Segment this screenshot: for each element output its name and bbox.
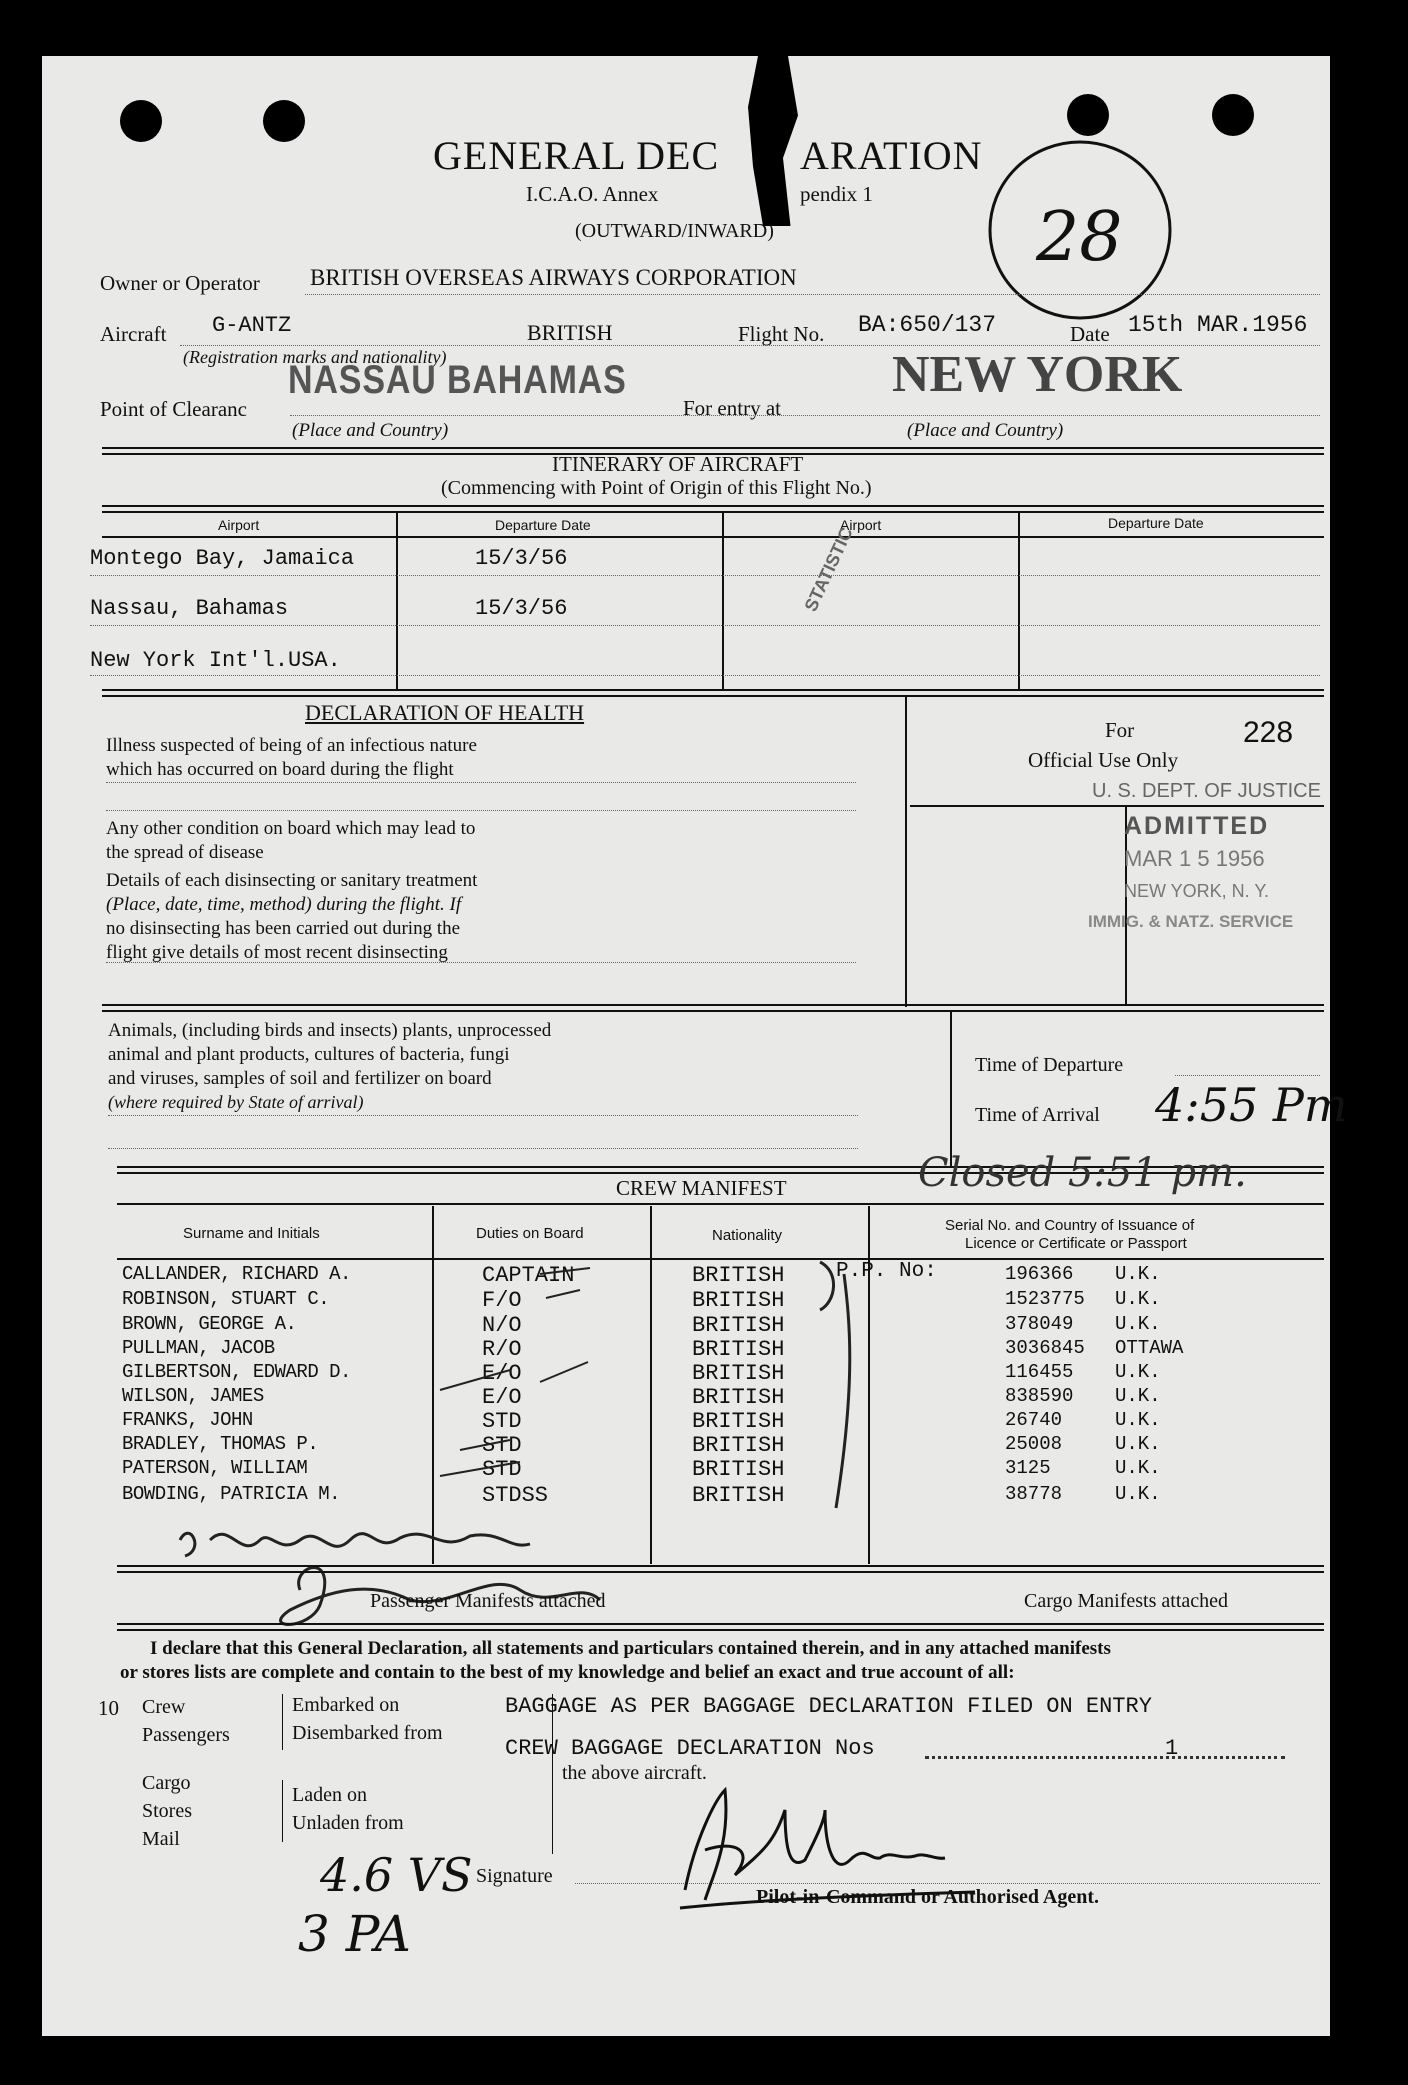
owner-label: Owner or Operator: [100, 271, 260, 295]
crew-duty: R/O: [482, 1337, 522, 1362]
crew-serial: 1523775: [1005, 1288, 1085, 1310]
aircraft-label: Aircraft: [100, 322, 167, 346]
entry-note: (Place and Country): [907, 420, 1064, 441]
crew-serial: 116455: [1005, 1361, 1074, 1383]
health-text: Any other condition on board which may lead to: [106, 818, 476, 839]
crew-duty: CAPTAIN: [482, 1263, 575, 1288]
itinerary-row-airport: New York Int'l.USA.: [90, 648, 341, 673]
health-title: DECLARATION OF HEALTH: [305, 700, 585, 725]
official-label: Official Use Only: [1028, 748, 1179, 772]
above-aircraft: the above aircraft.: [562, 1762, 707, 1784]
crew-country: U.K.: [1115, 1433, 1161, 1455]
divider: [117, 1565, 1324, 1573]
aircraft-nationality: BRITISH: [527, 320, 613, 345]
crew-name: BROWN, GEORGE A.: [122, 1313, 297, 1335]
baggage-line-2: CREW BAGGAGE DECLARATION Nos: [505, 1736, 875, 1761]
crew-serial: 38778: [1005, 1483, 1063, 1505]
statistic-stamp: STATISTIC: [800, 524, 857, 615]
crew-country: U.K.: [1115, 1263, 1161, 1285]
clearance-line: [290, 415, 1320, 416]
crew-count: 10: [98, 1696, 119, 1720]
aircraft-note: (Registration marks and nationality): [183, 347, 447, 367]
col-airport-1: Airport: [218, 517, 260, 533]
fill-line: [108, 1115, 858, 1116]
crew-col-serial: Licence or Certificate or Passport: [965, 1235, 1187, 1252]
embarked-label: Embarked on: [292, 1694, 400, 1716]
passenger-manifests: Passenger Manifests attached: [370, 1590, 606, 1612]
row-line: [90, 625, 1320, 626]
page-title-right: ARATION: [800, 133, 983, 178]
crew-nationality: BRITISH: [692, 1313, 785, 1338]
col-divider: [905, 695, 907, 1007]
crew-serial: 378049: [1005, 1313, 1074, 1335]
itinerary-row-date: 15/3/56: [475, 546, 568, 571]
crew-name: PATERSON, WILLIAM: [122, 1457, 308, 1479]
crew-nationality: BRITISH: [692, 1263, 785, 1288]
health-text: the spread of disease: [106, 842, 264, 863]
crew-serial: 26740: [1005, 1409, 1063, 1431]
brace: [282, 1694, 283, 1750]
crew-nationality: BRITISH: [692, 1385, 785, 1410]
crew-nationality: BRITISH: [692, 1409, 785, 1434]
subtitle-left: I.C.A.O. Annex: [526, 182, 659, 206]
owner-value: BRITISH OVERSEAS AIRWAYS CORPORATION: [310, 265, 797, 290]
divider: [117, 1258, 1324, 1260]
brace: [282, 1780, 283, 1842]
departure-label: Time of Departure: [975, 1054, 1124, 1076]
crew-name: PULLMAN, JACOB: [122, 1337, 275, 1359]
admitted-stamp: IMMIG. & NATZ. SERVICE: [1088, 912, 1294, 931]
handwritten-count: 4.6 VS: [320, 1848, 473, 1902]
stores-label: Stores: [142, 1800, 192, 1822]
clearance-note: (Place and Country): [292, 420, 449, 441]
row-line: [90, 575, 1320, 576]
crew-country: U.K.: [1115, 1288, 1161, 1310]
baggage-line-1: BAGGAGE AS PER BAGGAGE DECLARATION FILED ON ENTRY: [505, 1694, 1152, 1719]
crew-serial: 3036845: [1005, 1337, 1085, 1359]
signature-label: Signature: [476, 1865, 553, 1887]
divider: [102, 505, 1324, 513]
fill-line: [1175, 1075, 1320, 1076]
official-number: 228: [1243, 716, 1294, 749]
baggage-number: 1: [1165, 1736, 1179, 1761]
laden-label: Laden on: [292, 1784, 367, 1806]
cargo-manifests: Cargo Manifests attached: [1024, 1590, 1229, 1612]
admitted-stamp: MAR 1 5 1956: [1124, 846, 1265, 871]
crew-country: U.K.: [1115, 1457, 1161, 1479]
health-text: which has occurred on board during the flight: [106, 759, 454, 780]
crew-nationality: BRITISH: [692, 1361, 785, 1386]
unladen-label: Unladen from: [292, 1812, 404, 1834]
col-divider: [396, 511, 398, 691]
itinerary-row-date: 15/3/56: [475, 596, 568, 621]
crew-nationality: BRITISH: [692, 1433, 785, 1458]
declaration-text: I declare that this General Declaration, all statements and particulars contained therein, and in any attached manifests: [150, 1638, 1111, 1659]
col-divider: [950, 1010, 952, 1168]
crew-name: FRANKS, JOHN: [122, 1409, 253, 1431]
admitted-stamp: ADMITTED: [1124, 812, 1270, 840]
crew-duty: E/O: [482, 1385, 522, 1410]
crew-duty: F/O: [482, 1288, 522, 1313]
fill-line: [108, 1148, 858, 1149]
crew-serial: 196366: [1005, 1263, 1074, 1285]
flight-label: Flight No.: [738, 322, 825, 346]
crew-title: CREW MANIFEST: [616, 1176, 787, 1200]
entry-label: For entry at: [683, 396, 781, 420]
crew-col-nationality: Nationality: [712, 1227, 783, 1244]
health-text: Illness suspected of being of an infectious nature: [106, 735, 477, 756]
fill-line: [106, 962, 856, 963]
itinerary-row-airport: Montego Bay, Jamaica: [90, 546, 355, 571]
crew-nationality: BRITISH: [692, 1483, 785, 1508]
crew-name: ROBINSON, STUART C.: [122, 1288, 330, 1310]
health-text: Details of each disinsecting or sanitary treatment: [106, 870, 478, 891]
crew-nationality: BRITISH: [692, 1288, 785, 1313]
arrival-label: Time of Arrival: [975, 1104, 1100, 1126]
itinerary-subtitle: (Commencing with Point of Origin of this Flight No.): [441, 477, 872, 499]
crew-label: Crew: [142, 1696, 186, 1718]
crew-country: U.K.: [1115, 1361, 1161, 1383]
animals-text: and viruses, samples of soil and fertilizer on board: [108, 1068, 492, 1089]
crew-duty: STD: [482, 1457, 522, 1482]
health-text: (Place, date, time, method) during the flight. If: [106, 894, 462, 915]
divider: [102, 689, 1324, 697]
owner-line: [305, 294, 1320, 295]
divider: [117, 1203, 1324, 1205]
crew-name: BOWDING, PATRICIA M.: [122, 1483, 341, 1505]
subtitle-right: pendix 1: [800, 182, 873, 206]
itinerary-title: ITINERARY OF AIRCRAFT: [552, 452, 804, 476]
official-label: For: [1105, 718, 1135, 742]
crew-duty: E/O: [482, 1361, 522, 1386]
disembarked-label: Disembarked from: [292, 1722, 443, 1744]
page-title: GENERAL DEC: [433, 133, 720, 178]
punch-hole: [1212, 94, 1254, 136]
fill-line: [106, 810, 856, 811]
fill-line: [925, 1756, 1285, 1759]
row-line: [90, 675, 1320, 676]
col-date-2: Departure Date: [1108, 515, 1204, 531]
date-value: 15th MAR.1956: [1128, 312, 1308, 338]
arrival-value: 4:55 Pm: [1155, 1078, 1348, 1132]
crew-name: BRADLEY, THOMAS P.: [122, 1433, 319, 1455]
clearance-label: Point of Clearanc: [100, 397, 247, 421]
itinerary-row-airport: Nassau, Bahamas: [90, 596, 289, 621]
col-date-1: Departure Date: [495, 517, 591, 533]
crew-name: CALLANDER, RICHARD A.: [122, 1263, 351, 1285]
crew-col-duty: Duties on Board: [476, 1225, 584, 1242]
animals-text: animal and plant products, cultures of bacteria, fungi: [108, 1044, 510, 1065]
divider: [102, 536, 1324, 538]
cargo-label: Cargo: [142, 1772, 191, 1794]
health-text: flight give details of most recent disinsecting: [106, 942, 448, 963]
admitted-stamp: NEW YORK, N. Y.: [1124, 881, 1270, 901]
punch-hole: [120, 100, 162, 142]
handwritten-number: 28: [1036, 198, 1123, 277]
crew-duty: STDSS: [482, 1483, 549, 1508]
crew-nationality: BRITISH: [692, 1337, 785, 1362]
admitted-stamp: U. S. DEPT. OF JUSTICE: [1092, 780, 1321, 802]
crew-serial: 838590: [1005, 1385, 1074, 1407]
crew-serial: 25008: [1005, 1433, 1063, 1455]
handwritten-count: 3 PA: [298, 1905, 411, 1963]
fill-line: [106, 782, 856, 783]
crew-country: OTTAWA: [1115, 1337, 1184, 1359]
pp-label: P.P. No:: [836, 1260, 937, 1283]
crew-country: U.K.: [1115, 1483, 1161, 1505]
crew-country: U.K.: [1115, 1313, 1161, 1335]
crew-serial: 3125: [1005, 1457, 1051, 1479]
crew-country: U.K.: [1115, 1409, 1161, 1431]
closed-note: Closed 5:51 pm.: [918, 1150, 1247, 1196]
declaration-text: or stores lists are complete and contain to the best of my knowledge and belief an exact and true account of all:: [120, 1662, 1015, 1683]
entry-value: NEW YORK: [892, 346, 1183, 403]
health-text: no disinsecting has been carried out during the: [106, 918, 461, 939]
col-divider: [722, 511, 724, 691]
divider: [910, 805, 1324, 807]
divider: [117, 1623, 1324, 1631]
punch-hole: [263, 100, 305, 142]
crew-col-serial: Serial No. and Country of Issuance of: [945, 1217, 1195, 1234]
clearance-value: NASSAU BAHAMAS: [288, 358, 627, 402]
crew-duty: STD: [482, 1433, 522, 1458]
date-label: Date: [1070, 322, 1110, 346]
crew-nationality: BRITISH: [692, 1457, 785, 1482]
direction-label: (OUTWARD/INWARD): [575, 220, 774, 242]
signature-role: Pilot-in-Command or Authorised Agent.: [756, 1886, 1099, 1908]
crew-country: U.K.: [1115, 1385, 1161, 1407]
crew-duty: STD: [482, 1409, 522, 1434]
col-airport-2: Airport: [840, 517, 882, 533]
handwritten-scrawl: [170, 1510, 610, 1640]
animals-text: (where required by State of arrival): [108, 1092, 364, 1112]
flight-value: BA:650/137: [858, 312, 997, 338]
mail-label: Mail: [142, 1828, 180, 1850]
passengers-label: Passengers: [142, 1724, 230, 1746]
crew-name: GILBERTSON, EDWARD D.: [122, 1361, 351, 1383]
crew-col-name: Surname and Initials: [183, 1225, 320, 1242]
divider: [102, 1004, 1324, 1012]
tick-marks: [540, 1262, 980, 1522]
animals-text: Animals, (including birds and insects) plants, unprocessed: [108, 1020, 552, 1041]
crew-duty: N/O: [482, 1313, 522, 1338]
aircraft-registration: G-ANTZ: [212, 313, 292, 338]
crew-name: WILSON, JAMES: [122, 1385, 264, 1407]
col-divider: [1018, 511, 1020, 691]
